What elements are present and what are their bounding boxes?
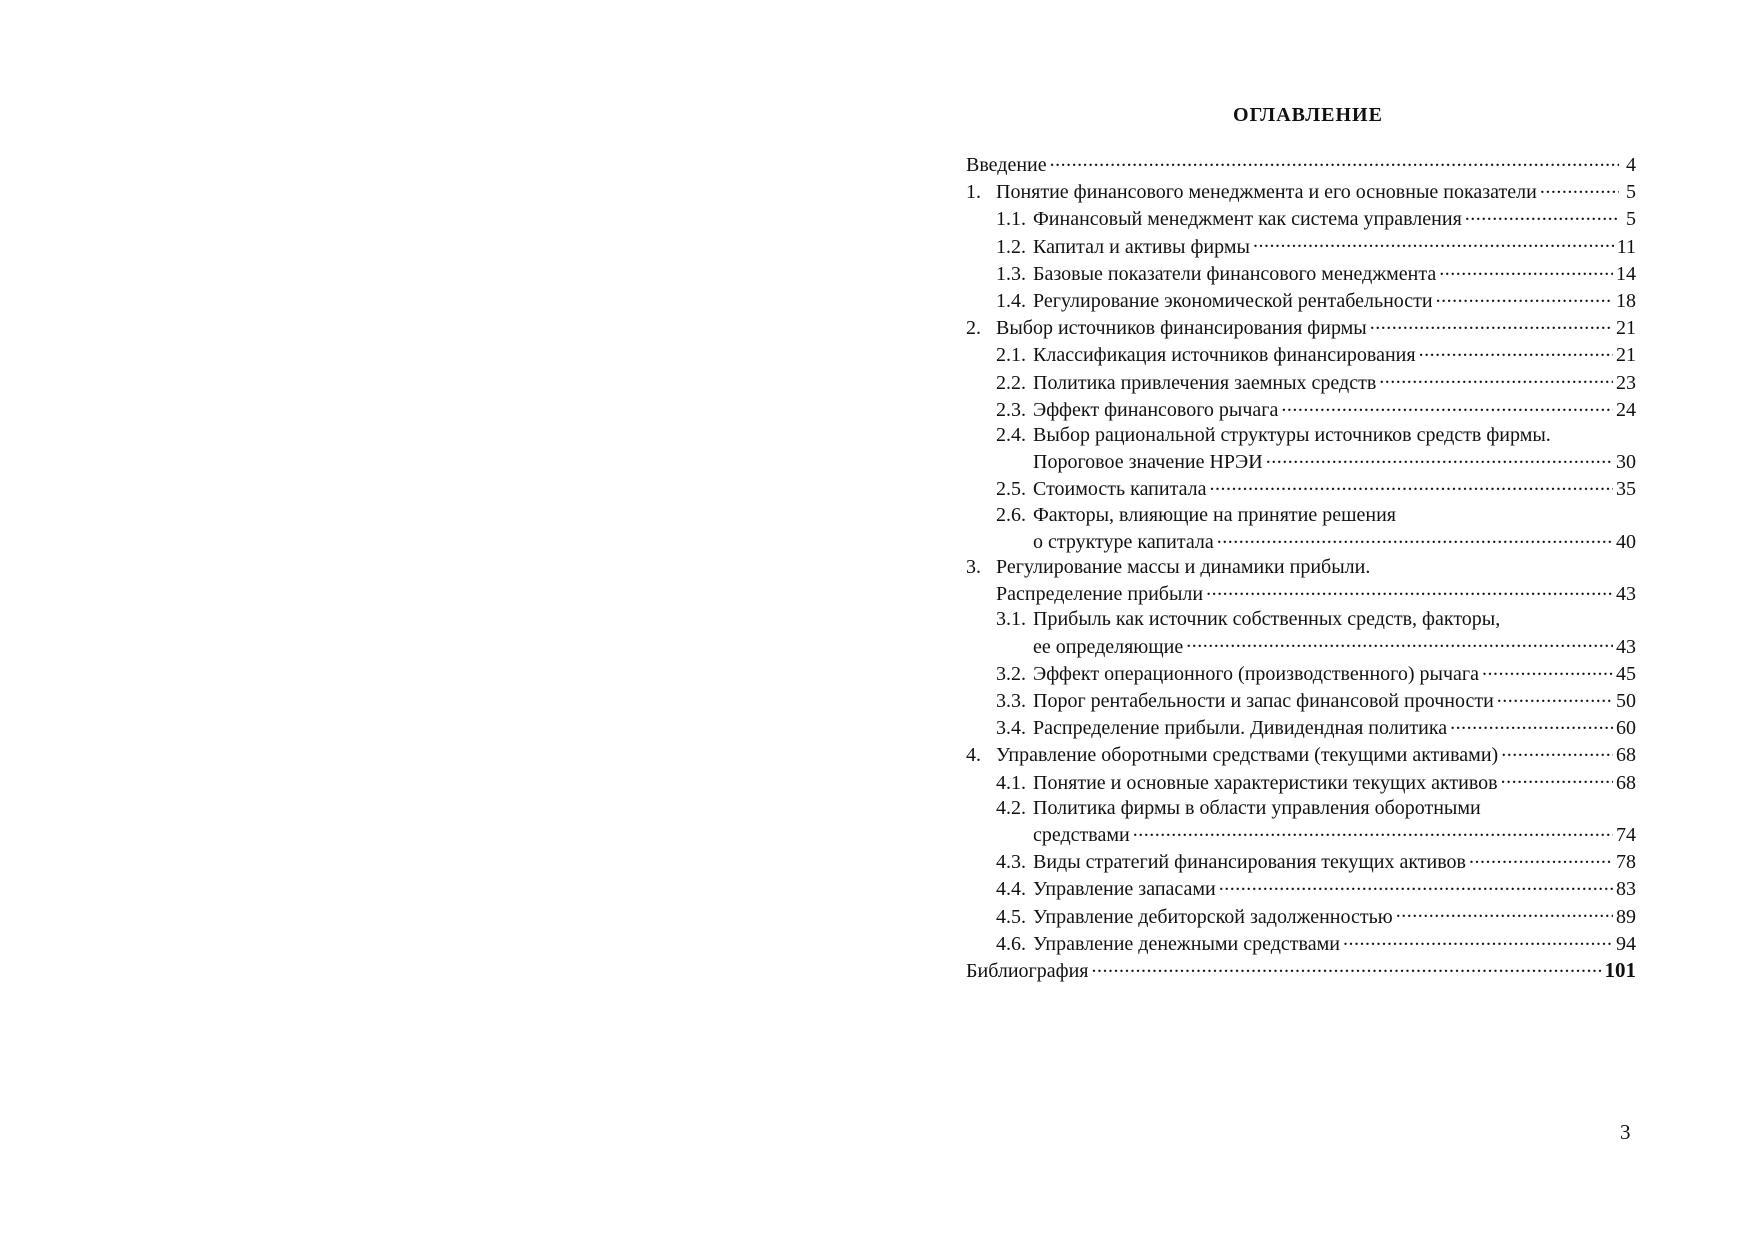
dot-leader: [1501, 741, 1613, 761]
toc-entry: [966, 151, 1636, 178]
toc-entry-label: Прибыль как источник собственных средств, факторы,: [1033, 608, 1501, 631]
toc-entry-page: 4: [1626, 154, 1636, 176]
dot-leader: [1379, 369, 1613, 389]
toc-entry: [966, 714, 1636, 741]
toc-entry-page: 101: [1604, 958, 1636, 983]
dot-leader: [1050, 151, 1619, 171]
toc-entry-label: Распределение прибыли. Дивидендная политика: [1033, 717, 1448, 740]
toc-entry-page: 43: [1616, 635, 1636, 658]
toc-entry: [966, 930, 1636, 957]
toc-entry-label: Капитал и активы фирмы: [1033, 235, 1250, 258]
toc-entry-page: 45: [1616, 662, 1636, 685]
toc-entry-number: 2.6.: [996, 503, 1026, 526]
toc-entry-page: 24: [1616, 398, 1636, 421]
toc-entry-continuation: [966, 528, 1636, 555]
toc-entry: [966, 660, 1636, 687]
toc-entry-number: 1.3.: [996, 262, 1026, 285]
toc-entry-page: 60: [1616, 717, 1636, 740]
toc-entry-number: 4.5.: [996, 905, 1026, 928]
toc-entry-page: 89: [1616, 905, 1636, 928]
toc-entry-page: 78: [1616, 851, 1636, 874]
dot-leader: [1253, 233, 1614, 253]
toc-entry-label-cont: Распределение прибыли: [996, 583, 1204, 606]
toc-entry-page: 23: [1616, 371, 1636, 394]
toc-entry-page: 40: [1616, 530, 1636, 553]
toc-entry: [966, 260, 1636, 287]
toc-entry-number: 2.5.: [996, 478, 1026, 501]
toc-entry-label: Управление запасами: [1033, 878, 1216, 901]
toc-entry: [966, 178, 1636, 205]
toc-entry-label-cont: о структуре капитала: [1033, 530, 1214, 553]
dot-leader: [1497, 687, 1613, 707]
toc-entry-label: Понятие финансового менеджмента и его основные показатели: [996, 181, 1537, 204]
dot-leader: [1186, 633, 1613, 653]
toc-entry-label: Управление денежными средствами: [1033, 932, 1340, 955]
toc-entry-label: Стоимость капитала: [1033, 478, 1207, 501]
toc-entry-number: 2.2.: [996, 371, 1026, 394]
dot-leader: [1217, 528, 1613, 548]
toc-entry-number: 2.4.: [996, 424, 1026, 447]
dot-leader: [1133, 821, 1613, 841]
toc-entry: [966, 957, 1636, 984]
toc-entry-page: 94: [1616, 932, 1636, 955]
toc-entry: [966, 205, 1636, 232]
dot-leader: [1281, 396, 1613, 416]
dot-leader: [1419, 341, 1613, 361]
dot-leader: [1436, 287, 1613, 307]
toc-entry-number: 3.: [966, 556, 981, 579]
dot-leader: [1092, 957, 1602, 977]
toc-entry-number: 4.4.: [996, 878, 1026, 901]
toc-entry-label: Политика привлечения заемных средств: [1033, 371, 1377, 394]
dot-leader: [1501, 769, 1613, 789]
toc-entry-number: 2.: [966, 317, 981, 340]
dot-leader: [1219, 875, 1613, 895]
toc-entry: [966, 369, 1636, 396]
toc-entry-number: 4.1.: [996, 771, 1026, 794]
toc-entry-number: 4.2.: [996, 796, 1026, 819]
toc-entry-label: Управление дебиторской задолженностью: [1033, 905, 1393, 928]
toc-entry: [966, 423, 1636, 448]
toc-entry-label: Библиография: [966, 960, 1089, 983]
toc-entry-label: Классификация источников финансирования: [1033, 344, 1416, 367]
toc-entry: [966, 769, 1636, 796]
toc-entry-label: Виды стратегий финансирования текущих активов: [1033, 851, 1466, 874]
toc-entry-continuation: [966, 633, 1636, 660]
toc-entry-label: Управление оборотными средствами (текущими активами): [996, 744, 1499, 767]
toc-entry-page: 83: [1616, 878, 1636, 901]
toc-entry-label: Базовые показатели финансового менеджмента: [1033, 262, 1437, 285]
toc-entry-label: Политика фирмы в области управления оборотными: [1033, 796, 1481, 819]
dot-leader: [1343, 930, 1613, 950]
toc-entry-page: 21: [1616, 344, 1636, 367]
dot-leader: [1482, 660, 1613, 680]
toc-entry-page: 43: [1616, 583, 1636, 606]
toc-entry-number: 2.1.: [996, 344, 1026, 367]
toc-entry-number: 4.6.: [996, 932, 1026, 955]
toc-entry-label-cont: ее определяющие: [1033, 635, 1184, 658]
toc-entry: [966, 796, 1636, 821]
toc-entry: [966, 341, 1636, 368]
toc-entry-label: Выбор рациональной структуры источников средств фирмы.: [1033, 424, 1551, 447]
toc-entry-label: Понятие и основные характеристики текущих активов: [1033, 771, 1498, 794]
toc-entry-number: 1.1.: [996, 208, 1026, 231]
toc-entry-number: 3.1.: [996, 608, 1026, 631]
dot-leader: [1450, 714, 1613, 734]
toc-entry-number: 3.2.: [996, 662, 1026, 685]
dot-leader: [1206, 580, 1613, 600]
toc-entry-label: Эффект финансового рычага: [1033, 398, 1279, 421]
toc-entry: [966, 903, 1636, 930]
dot-leader: [1465, 205, 1619, 225]
toc-entry-page: 68: [1616, 744, 1636, 767]
toc-entry-label: Введение: [966, 154, 1047, 176]
page-number: 3: [1620, 1120, 1631, 1144]
toc-entry-continuation: [966, 821, 1636, 848]
toc-entry-page: 35: [1616, 478, 1636, 501]
toc-entry-page: 74: [1616, 824, 1636, 847]
toc-entry-page: 30: [1616, 451, 1636, 474]
toc-entry-number: 4.: [966, 744, 981, 767]
toc-entry: [966, 233, 1636, 260]
toc-entry: [966, 314, 1636, 341]
toc-entry-page: 21: [1616, 317, 1636, 340]
toc-entry-page: 11: [1616, 235, 1636, 258]
toc-entry: [966, 848, 1636, 875]
toc-entry-label: Эффект операционного (производственного) рычага: [1033, 662, 1479, 685]
toc-entry: [966, 475, 1636, 502]
toc-entry-number: 3.3.: [996, 690, 1026, 713]
toc-entry-label: Факторы, влияющие на принятие решения: [1033, 503, 1396, 526]
dot-leader: [1396, 903, 1613, 923]
toc-entry-page: 5: [1626, 181, 1636, 204]
dot-leader: [1540, 178, 1619, 198]
toc-entry: [966, 875, 1636, 902]
toc-entry-number: 3.4.: [996, 717, 1026, 740]
table-of-contents: [966, 104, 1636, 984]
toc-entry: [966, 555, 1636, 580]
toc-entry: [966, 607, 1636, 632]
toc-list: [966, 151, 1636, 984]
toc-entry-number: 1.: [966, 181, 981, 204]
toc-entry-label-cont: средствами: [1033, 824, 1130, 847]
toc-entry-number: 2.3.: [996, 398, 1026, 421]
toc-entry-number: 4.3.: [996, 851, 1026, 874]
dot-leader: [1209, 475, 1613, 495]
toc-entry-page: 18: [1616, 290, 1636, 313]
toc-entry-page: 14: [1616, 262, 1636, 285]
toc-entry-continuation: [966, 448, 1636, 475]
toc-entry: [966, 687, 1636, 714]
dot-leader: [1266, 448, 1613, 468]
toc-entry-label: Регулирование экономической рентабельности: [1033, 290, 1433, 313]
toc-title: ОГЛАВЛЕНИЕ: [1233, 104, 1383, 126]
toc-entry-number: 1.4.: [996, 290, 1026, 313]
toc-entry-label: Порог рентабельности и запас финансовой прочности: [1033, 690, 1494, 713]
toc-entry: [966, 741, 1636, 768]
toc-entry-number: 1.2.: [996, 235, 1026, 258]
toc-entry: [966, 287, 1636, 314]
dot-leader: [1469, 848, 1613, 868]
toc-entry-page: 5: [1626, 208, 1636, 231]
toc-entry: [966, 503, 1636, 528]
toc-entry-label: Финансовый менеджмент как система управления: [1033, 208, 1462, 231]
toc-entry-label: Регулирование массы и динамики прибыли.: [996, 556, 1371, 579]
dot-leader: [1370, 314, 1613, 334]
toc-entry-label-cont: Пороговое значение НРЭИ: [1033, 451, 1263, 474]
toc-entry: [966, 396, 1636, 423]
toc-entry-continuation: [966, 580, 1636, 607]
toc-entry-label: Выбор источников финансирования фирмы: [996, 317, 1367, 340]
toc-entry-page: 68: [1616, 771, 1636, 794]
dot-leader: [1439, 260, 1613, 280]
toc-entry-page: 50: [1616, 690, 1636, 713]
